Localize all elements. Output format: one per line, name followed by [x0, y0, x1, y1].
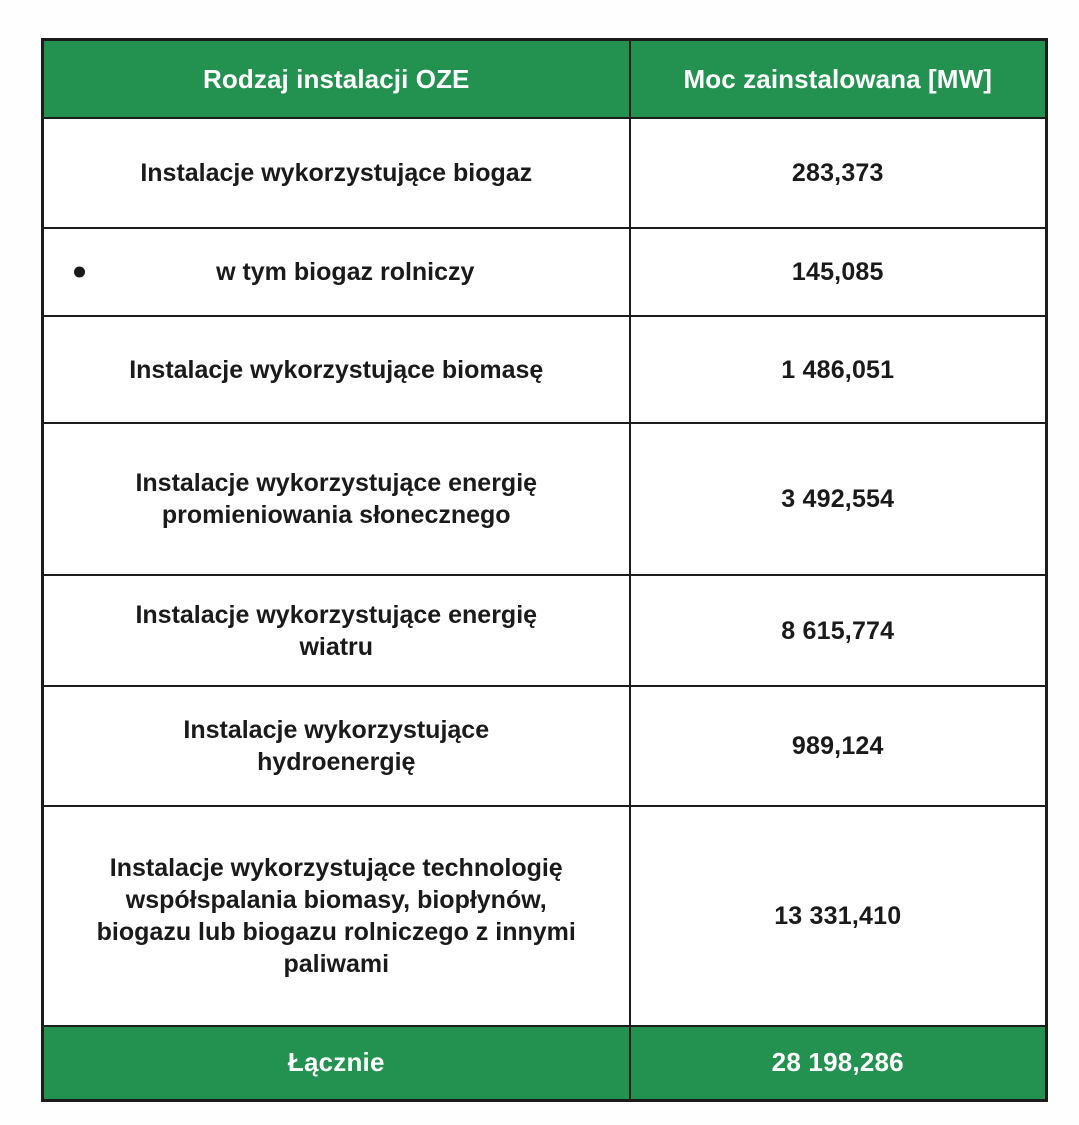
- row-value-solar: 3 492,554: [630, 423, 1047, 575]
- row-label-line-2: współspalania biomasy, biopłynów,: [125, 886, 547, 914]
- column-header-capacity: Moc zainstalowana [MW]: [630, 40, 1047, 119]
- row-label-cofiring: [43, 806, 630, 1026]
- row-label-hydro: [43, 686, 630, 806]
- row-value-biomasa: 1 486,051: [630, 316, 1047, 423]
- total-row: [43, 1026, 1047, 1101]
- row-value-biogaz-rolniczy: 145,085: [630, 228, 1047, 316]
- oze-table-container: [41, 38, 1045, 1082]
- row-value-wind: 8 615,774: [630, 575, 1047, 686]
- row-label-line-1: Instalacje wykorzystujące energię: [135, 600, 538, 629]
- column-header-type: Rodzaj instalacji OZE: [43, 40, 630, 119]
- row-value-hydro: 989,124: [630, 686, 1047, 806]
- row-label-solar: [43, 423, 630, 575]
- row-label-biogaz-rolniczy: [43, 228, 630, 316]
- row-value-biogaz: 283,373: [630, 118, 1047, 228]
- header-row: [43, 40, 1047, 119]
- row-label-line-4: paliwami: [283, 950, 390, 978]
- row-label-biomasa: Instalacje wykorzystujące biomasę: [43, 316, 630, 423]
- table-row: [43, 316, 1047, 423]
- total-label: Łącznie: [43, 1026, 630, 1101]
- row-label-line-1: Instalacje wykorzystujące: [183, 716, 490, 744]
- table-body: [43, 118, 1047, 1101]
- row-label-line-2: wiatru: [299, 632, 374, 661]
- row-label-line-2: hydroenergię: [257, 748, 416, 776]
- table-row: [43, 228, 1047, 316]
- row-label-line-1: Instalacje wykorzystujące energię: [135, 469, 538, 497]
- table-row: [43, 575, 1047, 686]
- total-value: 28 198,286: [630, 1026, 1047, 1101]
- table-row: [43, 806, 1047, 1026]
- table-row: [43, 118, 1047, 228]
- row-label-line-2: promieniowania słonecznego: [161, 501, 511, 529]
- row-label-line-3: biogazu lub biogazu rolniczego z innymi: [96, 918, 576, 946]
- row-label-wind: [43, 575, 630, 686]
- installed-capacity-table: [41, 38, 1048, 1102]
- row-label-text: w tym biogaz rolniczy: [216, 258, 475, 286]
- table-header: [43, 40, 1047, 119]
- row-value-cofiring: 13 331,410: [630, 806, 1047, 1026]
- row-label-biogaz: Instalacje wykorzystujące biogaz: [43, 118, 630, 228]
- row-label-line-1: Instalacje wykorzystujące technologię: [109, 854, 563, 882]
- bullet-icon: [74, 267, 85, 278]
- table-row: [43, 686, 1047, 806]
- table-row: [43, 423, 1047, 575]
